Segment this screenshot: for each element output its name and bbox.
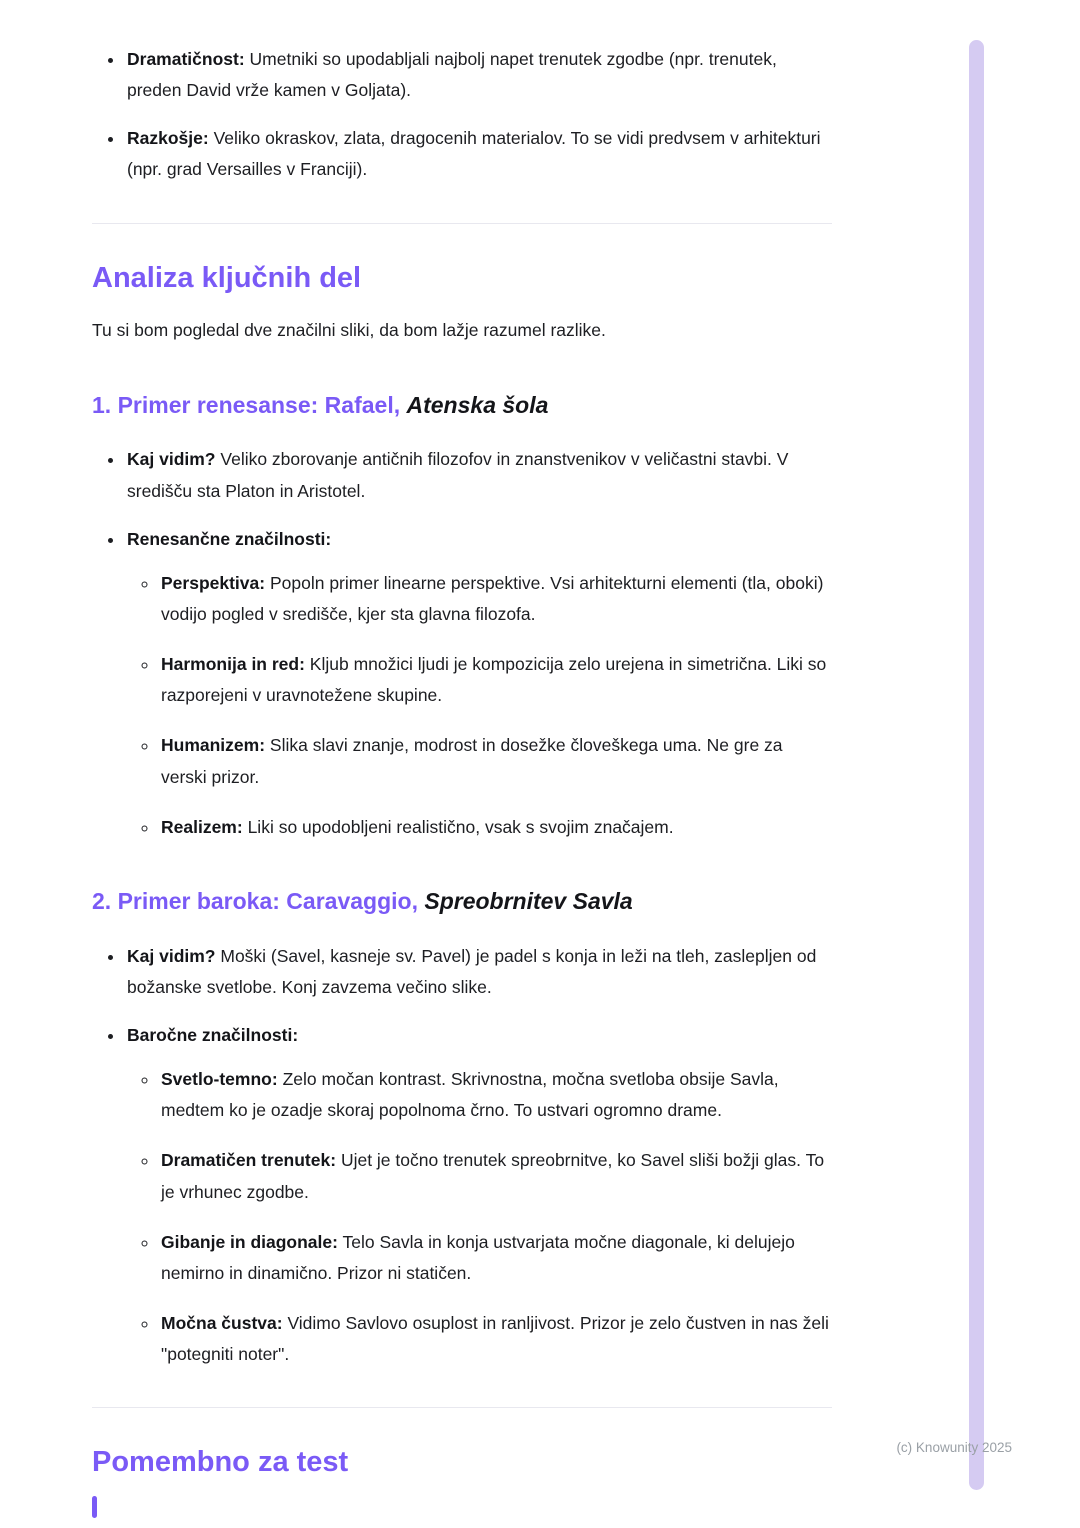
trait-item <box>159 1064 832 1126</box>
trait-label: Gibanje in diagonale: <box>161 1231 338 1252</box>
trait-item <box>159 1145 832 1207</box>
term-text: Veliko zborovanje antičnih filozofov in znanstvenikov v veličastni stavbi. V središču sta Platon in Aristotel. <box>127 449 789 501</box>
term-text: Umetniki so upodabljali najbolj napet trenutek zgodbe (npr. trenutek, preden David vrže kamen v Goljata). <box>127 49 777 101</box>
copyright-watermark: (c) Knowunity 2025 <box>896 1440 1012 1455</box>
heading-prefix: 1. Primer renesanse: Rafael, <box>92 391 401 418</box>
trait-label: Svetlo-temno: <box>161 1069 278 1090</box>
trait-item <box>159 1227 832 1289</box>
trait-text: Zelo močan kontrast. Skrivnostna, močna svetloba obsije Savla, medtem ko je ozadje skoraj popolnoma črno. To ustvari ogromno drame. <box>161 1069 779 1121</box>
trait-item <box>159 812 832 843</box>
artwork-title: Spreobrnitev Savla <box>424 887 633 914</box>
list-item <box>125 524 832 843</box>
list-item <box>125 44 832 106</box>
trait-label: Harmonija in red: <box>161 654 305 675</box>
intro-bullet-list <box>92 44 832 186</box>
term-label: Dramatičnost: <box>127 49 245 69</box>
traits-sublist <box>127 568 832 843</box>
section-title-analysis: Analiza ključnih del <box>92 261 362 294</box>
trait-item <box>159 568 832 630</box>
traits-sublist <box>127 1064 832 1370</box>
list-item <box>125 1020 832 1370</box>
notes-content <box>92 44 832 1500</box>
example-1-heading <box>92 391 832 421</box>
trait-label: Dramatičen trenutek: <box>161 1150 337 1171</box>
trait-text: Vidimo Savlovo osuplost in ranljivost. Prizor je zelo čustven in nas želi "potegniti noter". <box>161 1312 829 1365</box>
trait-text: Slika slavi znanje, modrost in dosežke človeškega uma. Ne gre za verski prizor. <box>161 735 783 787</box>
example-2-heading <box>92 887 832 917</box>
list-item <box>125 123 832 185</box>
trait-text: Ujet je točno trenutek spreobrnitve, ko Savel sliši božji glas. To je vrhunec zgodbe. <box>161 1150 825 1202</box>
trait-item <box>159 730 832 792</box>
trait-item <box>159 1308 832 1370</box>
trait-label: Močna čustva: <box>161 1312 283 1333</box>
list-item <box>125 444 832 506</box>
section-divider <box>92 1407 832 1408</box>
example-1-list <box>92 444 832 842</box>
trait-label: Realizem: <box>161 816 243 837</box>
term-label: Kaj vidim? <box>127 449 216 470</box>
heading-prefix: 2. Primer baroka: Caravaggio, <box>92 887 418 914</box>
scrollbar-thumb[interactable] <box>969 40 984 1490</box>
term-label: Kaj vidim? <box>127 945 216 966</box>
trait-text: Kljub množici ljudi je kompozicija zelo urejena in simetrična. Liki so razporejeni v uravnotežene skupine. <box>161 654 827 706</box>
list-item <box>125 941 832 1003</box>
trait-text: Liki so upodobljeni realistično, vsak s svojim značajem. <box>247 816 674 837</box>
term-text: Moški (Savel, kasneje sv. Pavel) je padel s konja in leži na tleh, zaslepljen od božanske svetlobe. Konj zavzema večino slike. <box>127 945 817 997</box>
term-label: Baročne značilnosti: <box>127 1024 299 1045</box>
section-title-test: Pomembno za test <box>92 1446 349 1479</box>
example-2-list <box>92 941 832 1371</box>
trait-text: Telo Savla in konja ustvarjata močne diagonale, ki delujejo nemirno in dinamično. Prizor ni statičen. <box>161 1231 795 1283</box>
artwork-title: Atenska šola <box>406 391 549 418</box>
term-label: Renesančne značilnosti: <box>127 528 332 549</box>
trait-label: Perspektiva: <box>161 572 266 593</box>
section-divider <box>92 223 832 224</box>
blockquote-accent-bar <box>92 1496 97 1518</box>
term-text: Veliko okraskov, zlata, dragocenih materialov. To se vidi predvsem v arhitekturi (npr. grad Versailles v Franciji). <box>127 128 821 180</box>
term-label: Razkošje: <box>127 128 209 149</box>
section-intro: Tu si bom pogledal dve značilni sliki, da bom lažje razumel razlike. <box>92 320 606 341</box>
trait-label: Humanizem: <box>161 735 266 756</box>
trait-text: Popoln primer linearne perspektive. Vsi arhitekturni elementi (tla, oboki) vodijo pogled v središče, kjer sta glavna filozofa. <box>161 572 824 624</box>
trait-item <box>159 649 832 711</box>
